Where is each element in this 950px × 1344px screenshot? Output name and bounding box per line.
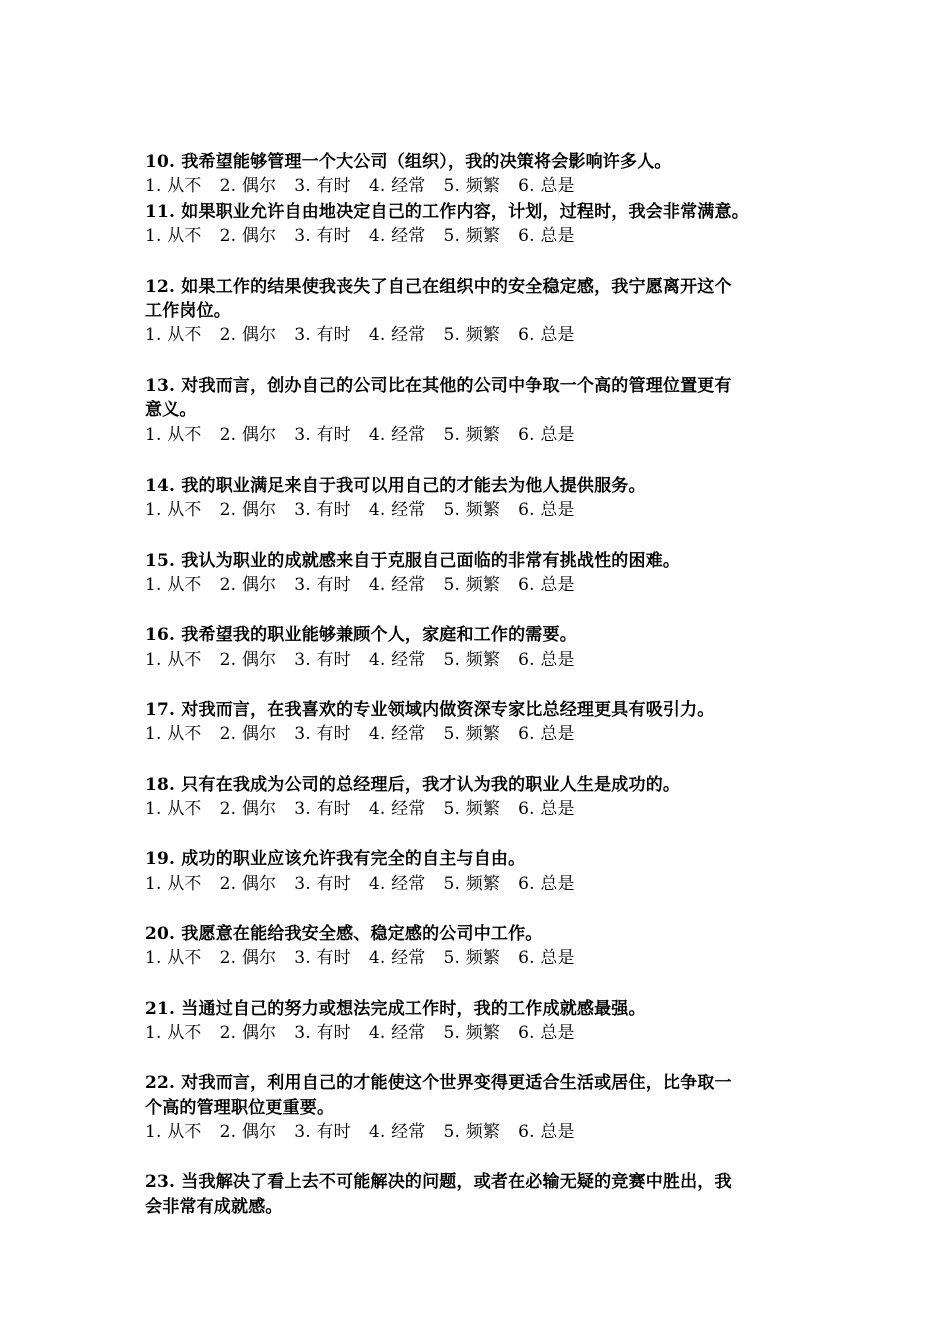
answer-option[interactable]: 6. 总是 [518, 874, 575, 894]
answer-option[interactable]: 2. 偶尔 [219, 575, 277, 595]
question-text: 19. 成功的职业应该允许我有完全的自主与自由。 [145, 849, 526, 869]
question-text: 17. 对我而言，在我喜欢的专业领域内做资深专家比总经理更具有吸引力。 [145, 700, 715, 720]
answer-option[interactable]: 6. 总是 [518, 799, 575, 819]
answer-option[interactable]: 5. 频繁 [443, 650, 501, 670]
answer-option[interactable]: 4. 经常 [368, 176, 426, 196]
answer-option[interactable]: 1. 从不 [145, 425, 202, 445]
answer-option[interactable]: 5. 频繁 [443, 226, 501, 246]
question-text: 22. 对我而言，利用自己的才能使这个世界变得更适合生活或居住，比争取一 [145, 1073, 732, 1093]
answer-option[interactable]: 3. 有时 [294, 575, 351, 595]
question-text: 11. 如果职业允许自由地决定自己的工作内容，计划，过程时，我会非常满意。 [145, 202, 749, 222]
question-text: 12. 如果工作的结果使我丧失了自己在组织中的安全稳定感，我宁愿离开这个 [145, 277, 732, 297]
answer-option[interactable]: 3. 有时 [294, 226, 351, 246]
question-text: 14. 我的职业满足来自于我可以用自己的才能去为他人提供服务。 [145, 476, 646, 496]
question-text: 18. 只有在我成为公司的总经理后，我才认为我的职业人生是成功的。 [145, 775, 681, 795]
answer-option[interactable]: 2. 偶尔 [219, 425, 277, 445]
answer-option[interactable]: 4. 经常 [368, 1023, 426, 1043]
answer-options [145, 1021, 845, 1045]
answer-option[interactable]: 6. 总是 [518, 176, 575, 196]
answer-option[interactable]: 5. 频繁 [443, 1023, 501, 1043]
answer-option[interactable]: 6. 总是 [518, 500, 575, 520]
answer-option[interactable]: 2. 偶尔 [219, 325, 277, 345]
answer-options [145, 872, 845, 896]
answer-options [145, 423, 845, 447]
answer-option[interactable]: 4. 经常 [368, 724, 426, 744]
answer-options [145, 648, 845, 672]
answer-option[interactable]: 5. 频繁 [443, 874, 501, 894]
answer-option[interactable]: 5. 频繁 [443, 799, 501, 819]
question-text: 会非常有成就感。 [145, 1197, 283, 1217]
answer-option[interactable]: 2. 偶尔 [219, 226, 277, 246]
answer-option[interactable]: 3. 有时 [294, 874, 351, 894]
answer-option[interactable]: 5. 频繁 [443, 724, 501, 744]
answer-option[interactable]: 3. 有时 [294, 650, 351, 670]
answer-option[interactable]: 3. 有时 [294, 425, 351, 445]
answer-option[interactable]: 1. 从不 [145, 325, 202, 345]
answer-option[interactable]: 6. 总是 [518, 226, 575, 246]
answer-option[interactable]: 2. 偶尔 [219, 650, 277, 670]
answer-option[interactable]: 6. 总是 [518, 1122, 575, 1142]
answer-option[interactable]: 4. 经常 [368, 799, 426, 819]
answer-option[interactable]: 3. 有时 [294, 1122, 351, 1142]
answer-option[interactable]: 3. 有时 [294, 799, 351, 819]
answer-option[interactable]: 3. 有时 [294, 500, 351, 520]
answer-option[interactable]: 5. 频繁 [443, 1122, 501, 1142]
question-text: 16. 我希望我的职业能够兼顾个人，家庭和工作的需要。 [145, 625, 577, 645]
answer-options [145, 946, 845, 970]
answer-option[interactable]: 3. 有时 [294, 1023, 351, 1043]
answer-option[interactable]: 4. 经常 [368, 226, 426, 246]
answer-option[interactable]: 2. 偶尔 [219, 799, 277, 819]
answer-option[interactable]: 3. 有时 [294, 948, 351, 968]
question-text: 工作岗位。 [145, 301, 231, 321]
question-text: 21. 当通过自己的努力或想法完成工作时，我的工作成就感最强。 [145, 999, 646, 1019]
answer-option[interactable]: 6. 总是 [518, 575, 575, 595]
answer-options [145, 323, 845, 347]
answer-option[interactable]: 1. 从不 [145, 1122, 202, 1142]
answer-option[interactable]: 1. 从不 [145, 1023, 202, 1043]
answer-option[interactable]: 5. 频繁 [443, 176, 501, 196]
answer-option[interactable]: 2. 偶尔 [219, 724, 277, 744]
answer-option[interactable]: 2. 偶尔 [219, 1122, 277, 1142]
question-text: 意义。 [145, 400, 197, 420]
answer-option[interactable]: 1. 从不 [145, 226, 202, 246]
answer-option[interactable]: 4. 经常 [368, 650, 426, 670]
answer-option[interactable]: 1. 从不 [145, 575, 202, 595]
answer-option[interactable]: 1. 从不 [145, 799, 202, 819]
answer-option[interactable]: 1. 从不 [145, 724, 202, 744]
answer-option[interactable]: 4. 经常 [368, 500, 426, 520]
answer-option[interactable]: 6. 总是 [518, 1023, 575, 1043]
answer-option[interactable]: 1. 从不 [145, 176, 202, 196]
answer-option[interactable]: 4. 经常 [368, 425, 426, 445]
answer-option[interactable]: 2. 偶尔 [219, 948, 277, 968]
answer-option[interactable]: 5. 频繁 [443, 948, 501, 968]
answer-option[interactable]: 1. 从不 [145, 948, 202, 968]
question-text: 15. 我认为职业的成就感来自于克服自己面临的非常有挑战性的困难。 [145, 551, 681, 571]
answer-option[interactable]: 2. 偶尔 [219, 176, 277, 196]
answer-option[interactable]: 3. 有时 [294, 325, 351, 345]
answer-option[interactable]: 5. 频繁 [443, 425, 501, 445]
answer-options [145, 174, 845, 198]
answer-option[interactable]: 6. 总是 [518, 425, 575, 445]
question-text: 20. 我愿意在能给我安全感、稳定感的公司中工作。 [145, 924, 543, 944]
answer-option[interactable]: 3. 有时 [294, 724, 351, 744]
answer-option[interactable]: 5. 频繁 [443, 500, 501, 520]
answer-option[interactable]: 6. 总是 [518, 724, 575, 744]
answer-option[interactable]: 5. 频繁 [443, 575, 501, 595]
question-text: 个高的管理职位更重要。 [145, 1098, 335, 1118]
answer-option[interactable]: 4. 经常 [368, 874, 426, 894]
answer-option[interactable]: 1. 从不 [145, 500, 202, 520]
answer-options [145, 573, 845, 597]
answer-option[interactable]: 4. 经常 [368, 1122, 426, 1142]
answer-option[interactable]: 3. 有时 [294, 176, 351, 196]
answer-options [145, 1120, 845, 1144]
answer-option[interactable]: 2. 偶尔 [219, 500, 277, 520]
answer-options [145, 797, 845, 821]
answer-option[interactable]: 2. 偶尔 [219, 874, 277, 894]
answer-option[interactable]: 6. 总是 [518, 650, 575, 670]
question-text: 23. 当我解决了看上去不可能解决的问题，或者在必输无疑的竞赛中胜出，我 [145, 1172, 732, 1192]
answer-option[interactable]: 2. 偶尔 [219, 1023, 277, 1043]
question-text: 13. 对我而言，创办自己的公司比在其他的公司中争取一个高的管理位置更有 [145, 376, 732, 396]
question-text: 10. 我希望能够管理一个大公司（组织），我的决策将会影响许多人。 [145, 152, 672, 172]
answer-option[interactable]: 4. 经常 [368, 575, 426, 595]
answer-option[interactable]: 1. 从不 [145, 874, 202, 894]
answer-option[interactable]: 1. 从不 [145, 650, 202, 670]
answer-options [145, 224, 845, 248]
answer-option[interactable]: 4. 经常 [368, 948, 426, 968]
answer-option[interactable]: 4. 经常 [368, 325, 426, 345]
answer-options [145, 722, 845, 746]
answer-option[interactable]: 6. 总是 [518, 948, 575, 968]
answer-options [145, 498, 845, 522]
answer-option[interactable]: 5. 频繁 [443, 325, 501, 345]
answer-option[interactable]: 6. 总是 [518, 325, 575, 345]
